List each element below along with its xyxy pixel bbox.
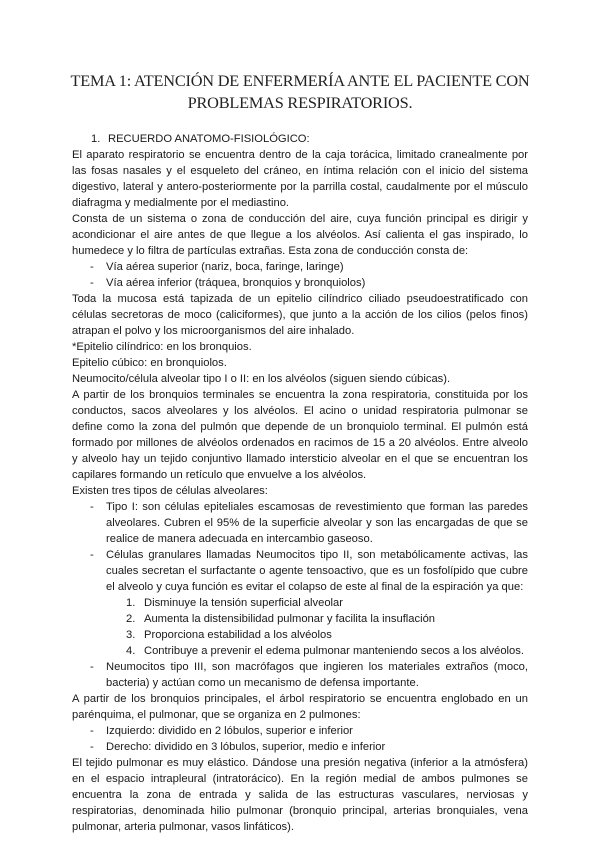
list-item-type-2 — [72, 547, 528, 595]
list-item: - Izquierdo: dividido en 2 lóbulos, superior e inferior — [72, 723, 528, 739]
title-line-2: PROBLEMAS RESPIRATORIOS. — [187, 93, 413, 112]
list-number: 3. — [126, 629, 136, 641]
lungs-list — [72, 723, 528, 755]
document-body — [72, 131, 528, 835]
paragraph-epithelium-cubic: Epitelio cúbico: en bronquiolos. — [72, 357, 227, 369]
paragraph-epithelium-cylindrical: *Epitelio cilíndrico: en los bronquios. — [72, 341, 252, 353]
list-number: 1. — [126, 597, 136, 609]
list-item: - Vía aérea inferior (tráquea, bronquios y bronquiolos) — [72, 275, 528, 291]
surfactant-list — [72, 595, 528, 659]
paragraph-pneumocyte: Neumocito/célula alveolar tipo I o II: en los alvéolos (siguen siendo cúbicas). — [72, 373, 451, 385]
paragraph-conduction-zone: Consta de un sistema o zona de conducción del aire, cuya función principal es dirigir y acondicionar el aire antes de que llegue a los alvéolos. Así calienta el gas inspirado, lo humedece y lo filtra de partículas extrañas. Esta zona de conducción consta de: — [72, 213, 528, 257]
list-number: 4. — [126, 645, 136, 657]
list-item-type-3: - Neumocitos tipo III, son macrófagos que ingieren los materiales extraños (moco, bacteria) y actúan como un mecanismo de defensa importante. — [72, 659, 528, 691]
cell-types-list — [72, 499, 528, 595]
paragraph-cell-types-intro: Existen tres tipos de células alveolares: — [72, 485, 268, 497]
list-item — [72, 643, 528, 659]
list-text: Contribuye a prevenir el edema pulmonar manteniendo secos a los alvéolos. — [144, 645, 524, 657]
paragraph-mucosa: Toda la mucosa está tapizada de un epitelio cilíndrico ciliado pseudoestratificado con células secretoras de moco (caliciformes), que junto a la acción de los cilios (pelos finos) atrapan el polvo y los microorganismos del aire inhalado. — [72, 293, 528, 337]
cell-types-list-continued — [72, 659, 528, 691]
section-heading-text: RECUERDO ANATOMO-FISIOLÓGICO: — [108, 133, 310, 145]
list-item-type-1: - Tipo I: son células epiteliales escamosas de revestimiento que forman las paredes alveolares. Cubren el 95% de la superficie alveolar y son las encargadas de que se realice de manera adecuada en intercambio gaseoso. — [72, 499, 528, 547]
airway-list — [72, 259, 528, 291]
list-item — [72, 595, 528, 611]
list-number: 2. — [126, 613, 136, 625]
paragraph-respiratory-zone: A partir de los bronquios terminales se encuentra la zona respiratoria, constituida por los conductos, sacos alveolares y los alvéolos. El acino o unidad respiratoria pulmonar se define como la zona del pulmón que depende de un bronquiolo terminal. El pulmón está formado por millones de alvéolos ordenados en racimos de 15 a 20 alvéolos. Entre alveolo y alveolo hay un tejido conjuntivo llamado intersticio alveolar en el que se encuentran los capilares formando un retículo que envuelve a los alvéolos. — [72, 389, 528, 481]
list-text: Proporciona estabilidad a los alvéolos — [144, 629, 332, 641]
paragraph-location: El aparato respiratorio se encuentra dentro de la caja torácica, limitado cranealmente por las fosas nasales y el esqueleto del cráneo, en íntima relación con el inicio del sistema digestivo, lateral y antero-posteriormente por la parrilla costal, caudalmente por el músculo diafragma y medialmente por el mediastino. — [72, 149, 528, 209]
type-2-text: Células granulares llamadas Neumocitos tipo II, son metabólicamente activas, las cuales secretan el surfactante o agente tensoactivo, que es un fosfolípido que cubre el alveolo y cuya función es evitar el colapso de este al final de la espiración ya que: — [106, 549, 528, 593]
list-item — [72, 611, 528, 627]
paragraph-parenchyma: A partir de los bronquios principales, el árbol respiratorio se encuentra englobado en un parénquima, el pulmonar, que se organiza en 2 pulmones: — [72, 693, 528, 721]
title-line-1: TEMA 1: ATENCIÓN DE ENFERMERÍA ANTE EL PACIENTE CON — [70, 71, 530, 90]
list-item — [72, 627, 528, 643]
list-text: Aumenta la distensibilidad pulmonar y facilita la insuflación — [144, 613, 436, 625]
paragraph-lung-tissue: El tejido pulmonar es muy elástico. Dándose una presión negativa (inferior a la atmósfera) en el espacio intrapleural (intratorácico). En la región medial de ambos pulmones se encuentra la zona de entrada y salida de las estructuras vasculares, nerviosas y respiratorias, denominada hilio pulmonar (bronquio principal, arterias bronquiales, vena pulmonar, arteria pulmonar, vasos linfáticos). — [72, 757, 528, 833]
list-item: - Derecho: dividido en 3 lóbulos, superior, medio e inferior — [72, 739, 528, 755]
section-number: 1. — [91, 133, 101, 145]
list-text: Disminuye la tensión superficial alveolar — [144, 597, 343, 609]
list-item: - Vía aérea superior (nariz, boca, faringe, laringe) — [72, 259, 528, 275]
page-title — [60, 70, 540, 114]
section-heading — [91, 131, 528, 147]
